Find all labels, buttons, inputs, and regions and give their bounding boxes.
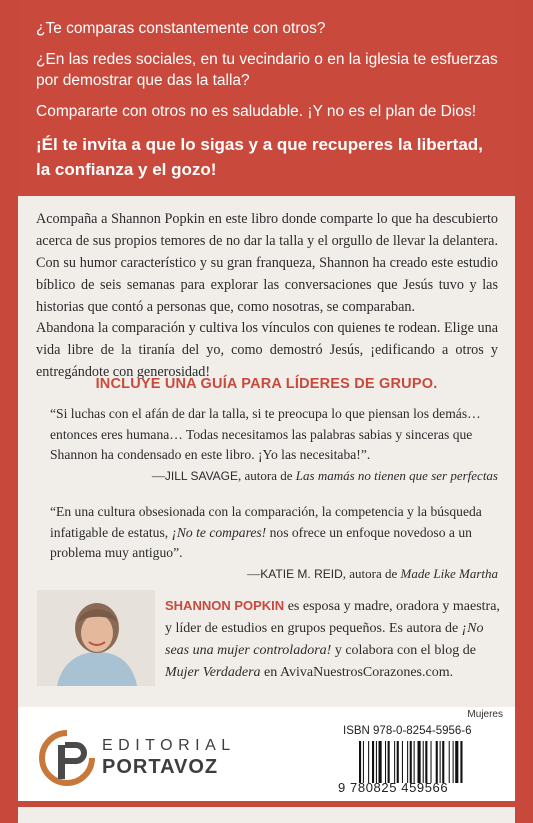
right-edge — [515, 0, 533, 823]
left-edge — [0, 0, 18, 823]
author-name: SHANNON POPKIN — [165, 598, 285, 613]
category-label: Mujeres — [467, 709, 503, 720]
quote-1-author: JILL SAVAGE — [164, 468, 239, 483]
quote-1 — [50, 404, 498, 486]
publisher-box — [18, 707, 515, 807]
publisher-line-2: PORTAVOZ — [102, 756, 219, 778]
isbn-label: ISBN 978-0-8254-5956-6 — [343, 725, 472, 737]
publisher-line-1: EDITORIAL — [102, 737, 236, 754]
quote-2 — [50, 502, 498, 584]
author-photo — [37, 590, 155, 686]
author-portrait-illustration — [37, 590, 155, 686]
publisher-logo-text — [102, 737, 236, 779]
author-bio: SHANNON POPKIN es esposa y madre, oradora y maestra, y líder de estudios en grupos pequeños. Es autora de ¡No seas una mujer controladora! y colabora con el blog de Mujer Verdadera en AvivaNuestrosCorazones.com. — [165, 598, 500, 680]
question-1: ¿Te comparas constantemente con otros? — [36, 20, 326, 37]
body-paragraph-2: Abandona la comparación y cultiva los vínculos con quienes te rodean. Elige una vida libre de la tiranía del yo, como demostró Jesús, ¡edificando a otros y entregándote con generosidad! — [36, 320, 498, 380]
question-2: ¿En las redes sociales, en tu vecindario o en la iglesia te esfuerzas por demostrar que das la talla? — [36, 51, 498, 89]
quote-1-attribution: —JILL SAVAGE, autora de Las mamás no tienen que ser perfectas — [151, 467, 498, 483]
statement-1: Compararte con otros no es saludable. ¡Y no es el plan de Dios! — [36, 103, 476, 120]
author-book: ¡No seas una mujer controladora! — [165, 621, 484, 658]
quote-1-book: Las mamás no tienen que ser perfectas — [295, 467, 498, 483]
body-paragraph-1: Acompaña a Shannon Popkin en este libro donde comparte lo que ha descubierto acerca de sus propios temores de no dar la talla y el orgullo de llevar la delantera. Con su humor característico y su gran franqueza, Shannon ha creado este estudio bíblico de seis semanas para explorar las conversaciones que Jesús tuvo y las historias que contó a personas que, como nosotras, se comparaban. — [36, 211, 498, 315]
top-band — [18, 0, 515, 196]
quote-2-book: Made Like Martha — [400, 565, 498, 581]
barcode-digits: 9 780825 459566 — [338, 780, 449, 795]
quote-2-text: “En una cultura obsesionada con la comparación, la competencia y la búsqueda infatigable de estatus, ¡No te compares! nos ofrece un enfoque novedoso a un problema muy antiguo”. — [50, 504, 482, 560]
quote-2-author: KATIE M. REID — [260, 566, 343, 581]
quote-1-text: “Si luchas con el afán de dar la talla, si te preocupa lo que piensan los demás… entonces eres humana… Todas necesitamos las palabras sabias y sinceras que Shannon ha condensado en este libro. ¡Yo las necesitaba!”. — [50, 406, 481, 462]
author-blog: Mujer Verdadera — [165, 665, 261, 680]
barcode-icon — [358, 741, 500, 783]
leader-guide-heading: INCLUYE UNA GUÍA PARA LÍDERES DE GRUPO. — [95, 376, 438, 392]
statement-2: ¡Él te invita a que lo sigas y a que recuperes la libertad, la confianza y el gozo! — [36, 135, 483, 179]
quote-2-attribution: —KATIE M. REID, autora de Made Like Martha — [247, 565, 498, 581]
portavoz-logo-icon — [38, 729, 96, 787]
